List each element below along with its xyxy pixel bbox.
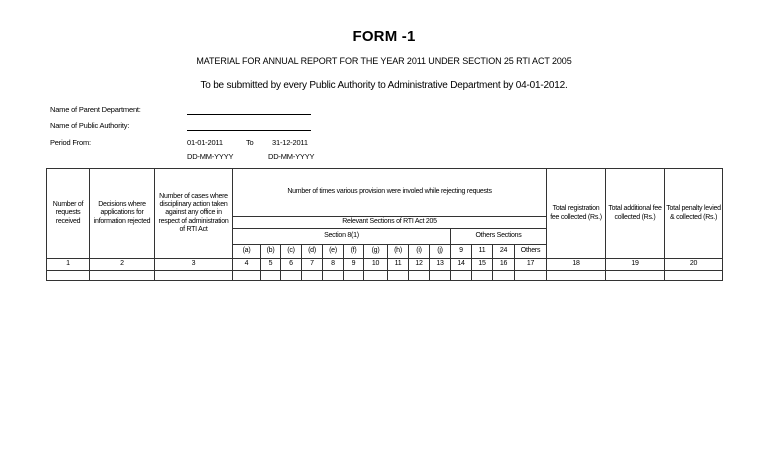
- subcol-c: (c): [281, 245, 302, 259]
- column-number: 6: [281, 259, 302, 271]
- data-entry-row: [47, 271, 723, 281]
- column-number: 16: [493, 259, 515, 271]
- header-times-involved: Number of times various provision were involed while rejecting requests: [233, 169, 547, 217]
- subcol-g: (g): [364, 245, 388, 259]
- header-section-8-1: Section 8(1): [233, 229, 451, 245]
- header-disciplinary-action: Number of cases where disciplinary action taken against any office in respect of administration of RTI Act: [155, 169, 233, 259]
- column-number: 10: [364, 259, 388, 271]
- period-from-label: Period From:: [50, 138, 91, 147]
- subcol-11: 11: [472, 245, 493, 259]
- column-number: 19: [606, 259, 665, 271]
- from-date-format: DD-MM-YYYY: [187, 152, 234, 161]
- data-cell[interactable]: [472, 271, 493, 281]
- column-number: 17: [515, 259, 547, 271]
- annual-report-table: [46, 168, 723, 281]
- subcol-f: (f): [344, 245, 364, 259]
- header-others-sections: Others Sections: [451, 229, 547, 245]
- subcol-9: 9: [451, 245, 472, 259]
- subcol-24: 24: [493, 245, 515, 259]
- header-relevant-sections: Relevant Sections of RTI Act 205: [233, 217, 547, 229]
- public-authority-field[interactable]: [187, 130, 311, 131]
- data-cell[interactable]: [281, 271, 302, 281]
- data-cell[interactable]: [388, 271, 409, 281]
- column-number: 1: [47, 259, 90, 271]
- column-number: 12: [409, 259, 430, 271]
- form-instruction: To be submitted by every Public Authority to Administrative Department by 04-01-2012.: [200, 80, 568, 91]
- column-number: 4: [233, 259, 261, 271]
- parent-department-field[interactable]: [187, 114, 311, 115]
- form-subtitle: MATERIAL FOR ANNUAL REPORT FOR THE YEAR 2011 UNDER SECTION 25 RTI ACT 2005: [196, 56, 572, 66]
- column-number: 13: [430, 259, 451, 271]
- header-penalty: Total penalty levied & collected (Rs.): [665, 169, 723, 259]
- header-decisions-rejected: Decisions where applications for information rejected: [90, 169, 155, 259]
- subcol-h: (h): [388, 245, 409, 259]
- form-title: FORM -1: [352, 28, 416, 45]
- data-cell[interactable]: [155, 271, 233, 281]
- column-number: 18: [547, 259, 606, 271]
- data-cell[interactable]: [409, 271, 430, 281]
- subcol-a: (a): [233, 245, 261, 259]
- column-number: 2: [90, 259, 155, 271]
- data-cell[interactable]: [233, 271, 261, 281]
- column-number: 15: [472, 259, 493, 271]
- period-to-label: To: [246, 138, 254, 147]
- data-cell[interactable]: [47, 271, 90, 281]
- data-cell[interactable]: [451, 271, 472, 281]
- subcol-others: Others: [515, 245, 547, 259]
- data-cell[interactable]: [344, 271, 364, 281]
- data-cell[interactable]: [364, 271, 388, 281]
- column-number: 3: [155, 259, 233, 271]
- column-number: 5: [261, 259, 281, 271]
- header-additional-fee: Total additional fee collected (Rs.): [606, 169, 665, 259]
- header-registration-fee: Total registration fee collected (Rs.): [547, 169, 606, 259]
- subcol-j: (j): [430, 245, 451, 259]
- data-cell[interactable]: [430, 271, 451, 281]
- subcol-e: (e): [323, 245, 344, 259]
- subcol-d: (d): [302, 245, 323, 259]
- header-requests-received: Number of requests received: [47, 169, 90, 259]
- parent-department-label: Name of Parent Department:: [50, 105, 141, 114]
- period-to-value[interactable]: 31-12-2011: [272, 138, 308, 147]
- to-date-format: DD-MM-YYYY: [268, 152, 315, 161]
- data-cell[interactable]: [547, 271, 606, 281]
- column-number: 14: [451, 259, 472, 271]
- subcol-i: (i): [409, 245, 430, 259]
- public-authority-label: Name of Public Authority:: [50, 121, 130, 130]
- data-cell[interactable]: [323, 271, 344, 281]
- column-number: 20: [665, 259, 723, 271]
- column-number: 8: [323, 259, 344, 271]
- data-cell[interactable]: [665, 271, 723, 281]
- column-number: 11: [388, 259, 409, 271]
- data-cell[interactable]: [606, 271, 665, 281]
- data-cell[interactable]: [302, 271, 323, 281]
- data-cell[interactable]: [515, 271, 547, 281]
- column-number: 9: [344, 259, 364, 271]
- column-number: 7: [302, 259, 323, 271]
- data-cell[interactable]: [90, 271, 155, 281]
- period-from-value[interactable]: 01-01-2011: [187, 138, 223, 147]
- column-number-row: [47, 259, 723, 271]
- data-cell[interactable]: [261, 271, 281, 281]
- subcol-b: (b): [261, 245, 281, 259]
- data-cell[interactable]: [493, 271, 515, 281]
